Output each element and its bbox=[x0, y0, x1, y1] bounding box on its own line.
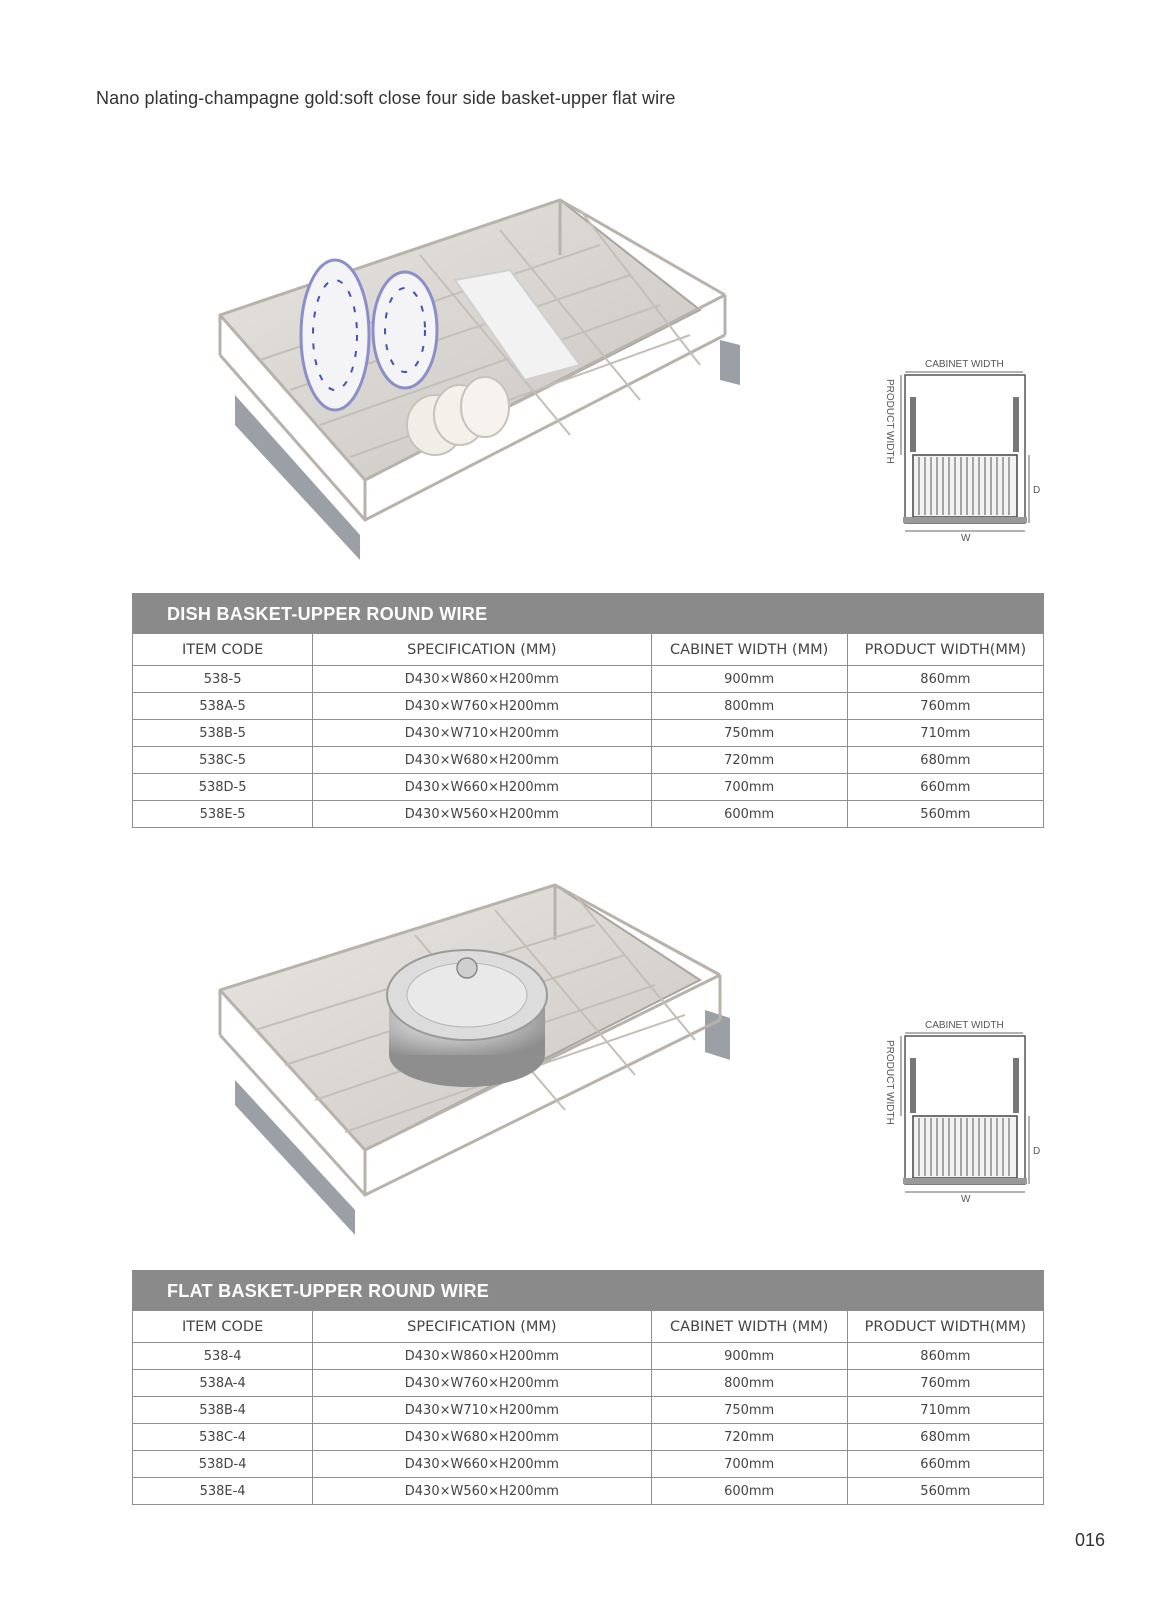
flat-basket-photo bbox=[205, 880, 765, 1250]
table-row bbox=[133, 1424, 1044, 1451]
table-row bbox=[133, 774, 1044, 801]
product-width-cell: 860mm bbox=[847, 666, 1043, 693]
product-width-cell: 680mm bbox=[847, 747, 1043, 774]
cabinet-width-cell: 720mm bbox=[651, 747, 847, 774]
table-title: DISH BASKET-UPPER ROUND WIRE bbox=[132, 593, 1044, 633]
product-width-cell: 860mm bbox=[847, 1343, 1043, 1370]
col-item-code: ITEM CODE bbox=[133, 1311, 313, 1343]
cabinet-width-cell: 900mm bbox=[651, 1343, 847, 1370]
table-row bbox=[133, 1370, 1044, 1397]
flat-basket-spec-table bbox=[132, 1270, 1044, 1505]
spec-cell: D430×W760×H200mm bbox=[313, 693, 651, 720]
spec-cell: D430×W860×H200mm bbox=[313, 1343, 651, 1370]
cabinet-width-cell: 800mm bbox=[651, 693, 847, 720]
width-label: W bbox=[961, 1194, 971, 1205]
item-code-cell: 538C-4 bbox=[133, 1424, 313, 1451]
table-row bbox=[133, 693, 1044, 720]
item-code-cell: 538B-4 bbox=[133, 1397, 313, 1424]
product-width-cell: 660mm bbox=[847, 774, 1043, 801]
dimension-diagram-flat bbox=[883, 1018, 1063, 1210]
table-title: FLAT BASKET-UPPER ROUND WIRE bbox=[132, 1270, 1044, 1310]
col-specification: SPECIFICATION (MM) bbox=[313, 634, 651, 666]
dish-basket-spec-table bbox=[132, 593, 1044, 828]
spec-cell: D430×W680×H200mm bbox=[313, 1424, 651, 1451]
cabinet-width-cell: 900mm bbox=[651, 666, 847, 693]
table-row bbox=[133, 1397, 1044, 1424]
col-product-width: PRODUCT WIDTH(MM) bbox=[847, 1311, 1043, 1343]
cabinet-width-cell: 800mm bbox=[651, 1370, 847, 1397]
spec-cell: D430×W680×H200mm bbox=[313, 747, 651, 774]
item-code-cell: 538-4 bbox=[133, 1343, 313, 1370]
cabinet-width-cell: 750mm bbox=[651, 720, 847, 747]
col-cabinet-width: CABINET WIDTH (MM) bbox=[651, 634, 847, 666]
cabinet-width-cell: 700mm bbox=[651, 774, 847, 801]
product-width-cell: 560mm bbox=[847, 1478, 1043, 1505]
table-row bbox=[133, 1451, 1044, 1478]
cabinet-width-cell: 600mm bbox=[651, 1478, 847, 1505]
col-product-width: PRODUCT WIDTH(MM) bbox=[847, 634, 1043, 666]
product-width-cell: 680mm bbox=[847, 1424, 1043, 1451]
cabinet-width-cell: 600mm bbox=[651, 801, 847, 828]
product-width-cell: 660mm bbox=[847, 1451, 1043, 1478]
col-cabinet-width: CABINET WIDTH (MM) bbox=[651, 1311, 847, 1343]
item-code-cell: 538B-5 bbox=[133, 720, 313, 747]
product-width-cell: 710mm bbox=[847, 720, 1043, 747]
item-code-cell: 538E-5 bbox=[133, 801, 313, 828]
item-code-cell: 538-5 bbox=[133, 666, 313, 693]
product-width-label: PRODUCT WIDTH bbox=[884, 1040, 895, 1125]
table-row bbox=[133, 1478, 1044, 1505]
col-item-code: ITEM CODE bbox=[133, 634, 313, 666]
spec-cell: D430×W760×H200mm bbox=[313, 1370, 651, 1397]
product-width-cell: 710mm bbox=[847, 1397, 1043, 1424]
spec-cell: D430×W860×H200mm bbox=[313, 666, 651, 693]
product-width-cell: 560mm bbox=[847, 801, 1043, 828]
page-heading: Nano plating-champagne gold:soft close four side basket-upper flat wire bbox=[96, 88, 676, 108]
dimension-diagram-dish bbox=[883, 357, 1063, 549]
table-row bbox=[133, 801, 1044, 828]
depth-label: D bbox=[1033, 1146, 1041, 1157]
width-label: W bbox=[961, 533, 971, 544]
table-row bbox=[133, 747, 1044, 774]
item-code-cell: 538D-4 bbox=[133, 1451, 313, 1478]
product-width-label: PRODUCT WIDTH bbox=[884, 379, 895, 464]
product-width-cell: 760mm bbox=[847, 693, 1043, 720]
depth-label: D bbox=[1033, 485, 1041, 496]
cabinet-width-label: CABINET WIDTH bbox=[925, 359, 1004, 370]
table-row bbox=[133, 1343, 1044, 1370]
item-code-cell: 538A-4 bbox=[133, 1370, 313, 1397]
cabinet-width-cell: 750mm bbox=[651, 1397, 847, 1424]
spec-cell: D430×W560×H200mm bbox=[313, 801, 651, 828]
cabinet-width-cell: 720mm bbox=[651, 1424, 847, 1451]
item-code-cell: 538D-5 bbox=[133, 774, 313, 801]
spec-cell: D430×W710×H200mm bbox=[313, 1397, 651, 1424]
table-row bbox=[133, 720, 1044, 747]
item-code-cell: 538E-4 bbox=[133, 1478, 313, 1505]
cabinet-width-cell: 700mm bbox=[651, 1451, 847, 1478]
cabinet-width-label: CABINET WIDTH bbox=[925, 1020, 1004, 1031]
dish-basket-photo bbox=[200, 195, 760, 575]
col-specification: SPECIFICATION (MM) bbox=[313, 1311, 651, 1343]
spec-cell: D430×W710×H200mm bbox=[313, 720, 651, 747]
item-code-cell: 538C-5 bbox=[133, 747, 313, 774]
spec-cell: D430×W660×H200mm bbox=[313, 774, 651, 801]
table-row bbox=[133, 666, 1044, 693]
item-code-cell: 538A-5 bbox=[133, 693, 313, 720]
spec-cell: D430×W560×H200mm bbox=[313, 1478, 651, 1505]
page-number: 016 bbox=[1074, 1530, 1105, 1550]
product-width-cell: 760mm bbox=[847, 1370, 1043, 1397]
spec-cell: D430×W660×H200mm bbox=[313, 1451, 651, 1478]
